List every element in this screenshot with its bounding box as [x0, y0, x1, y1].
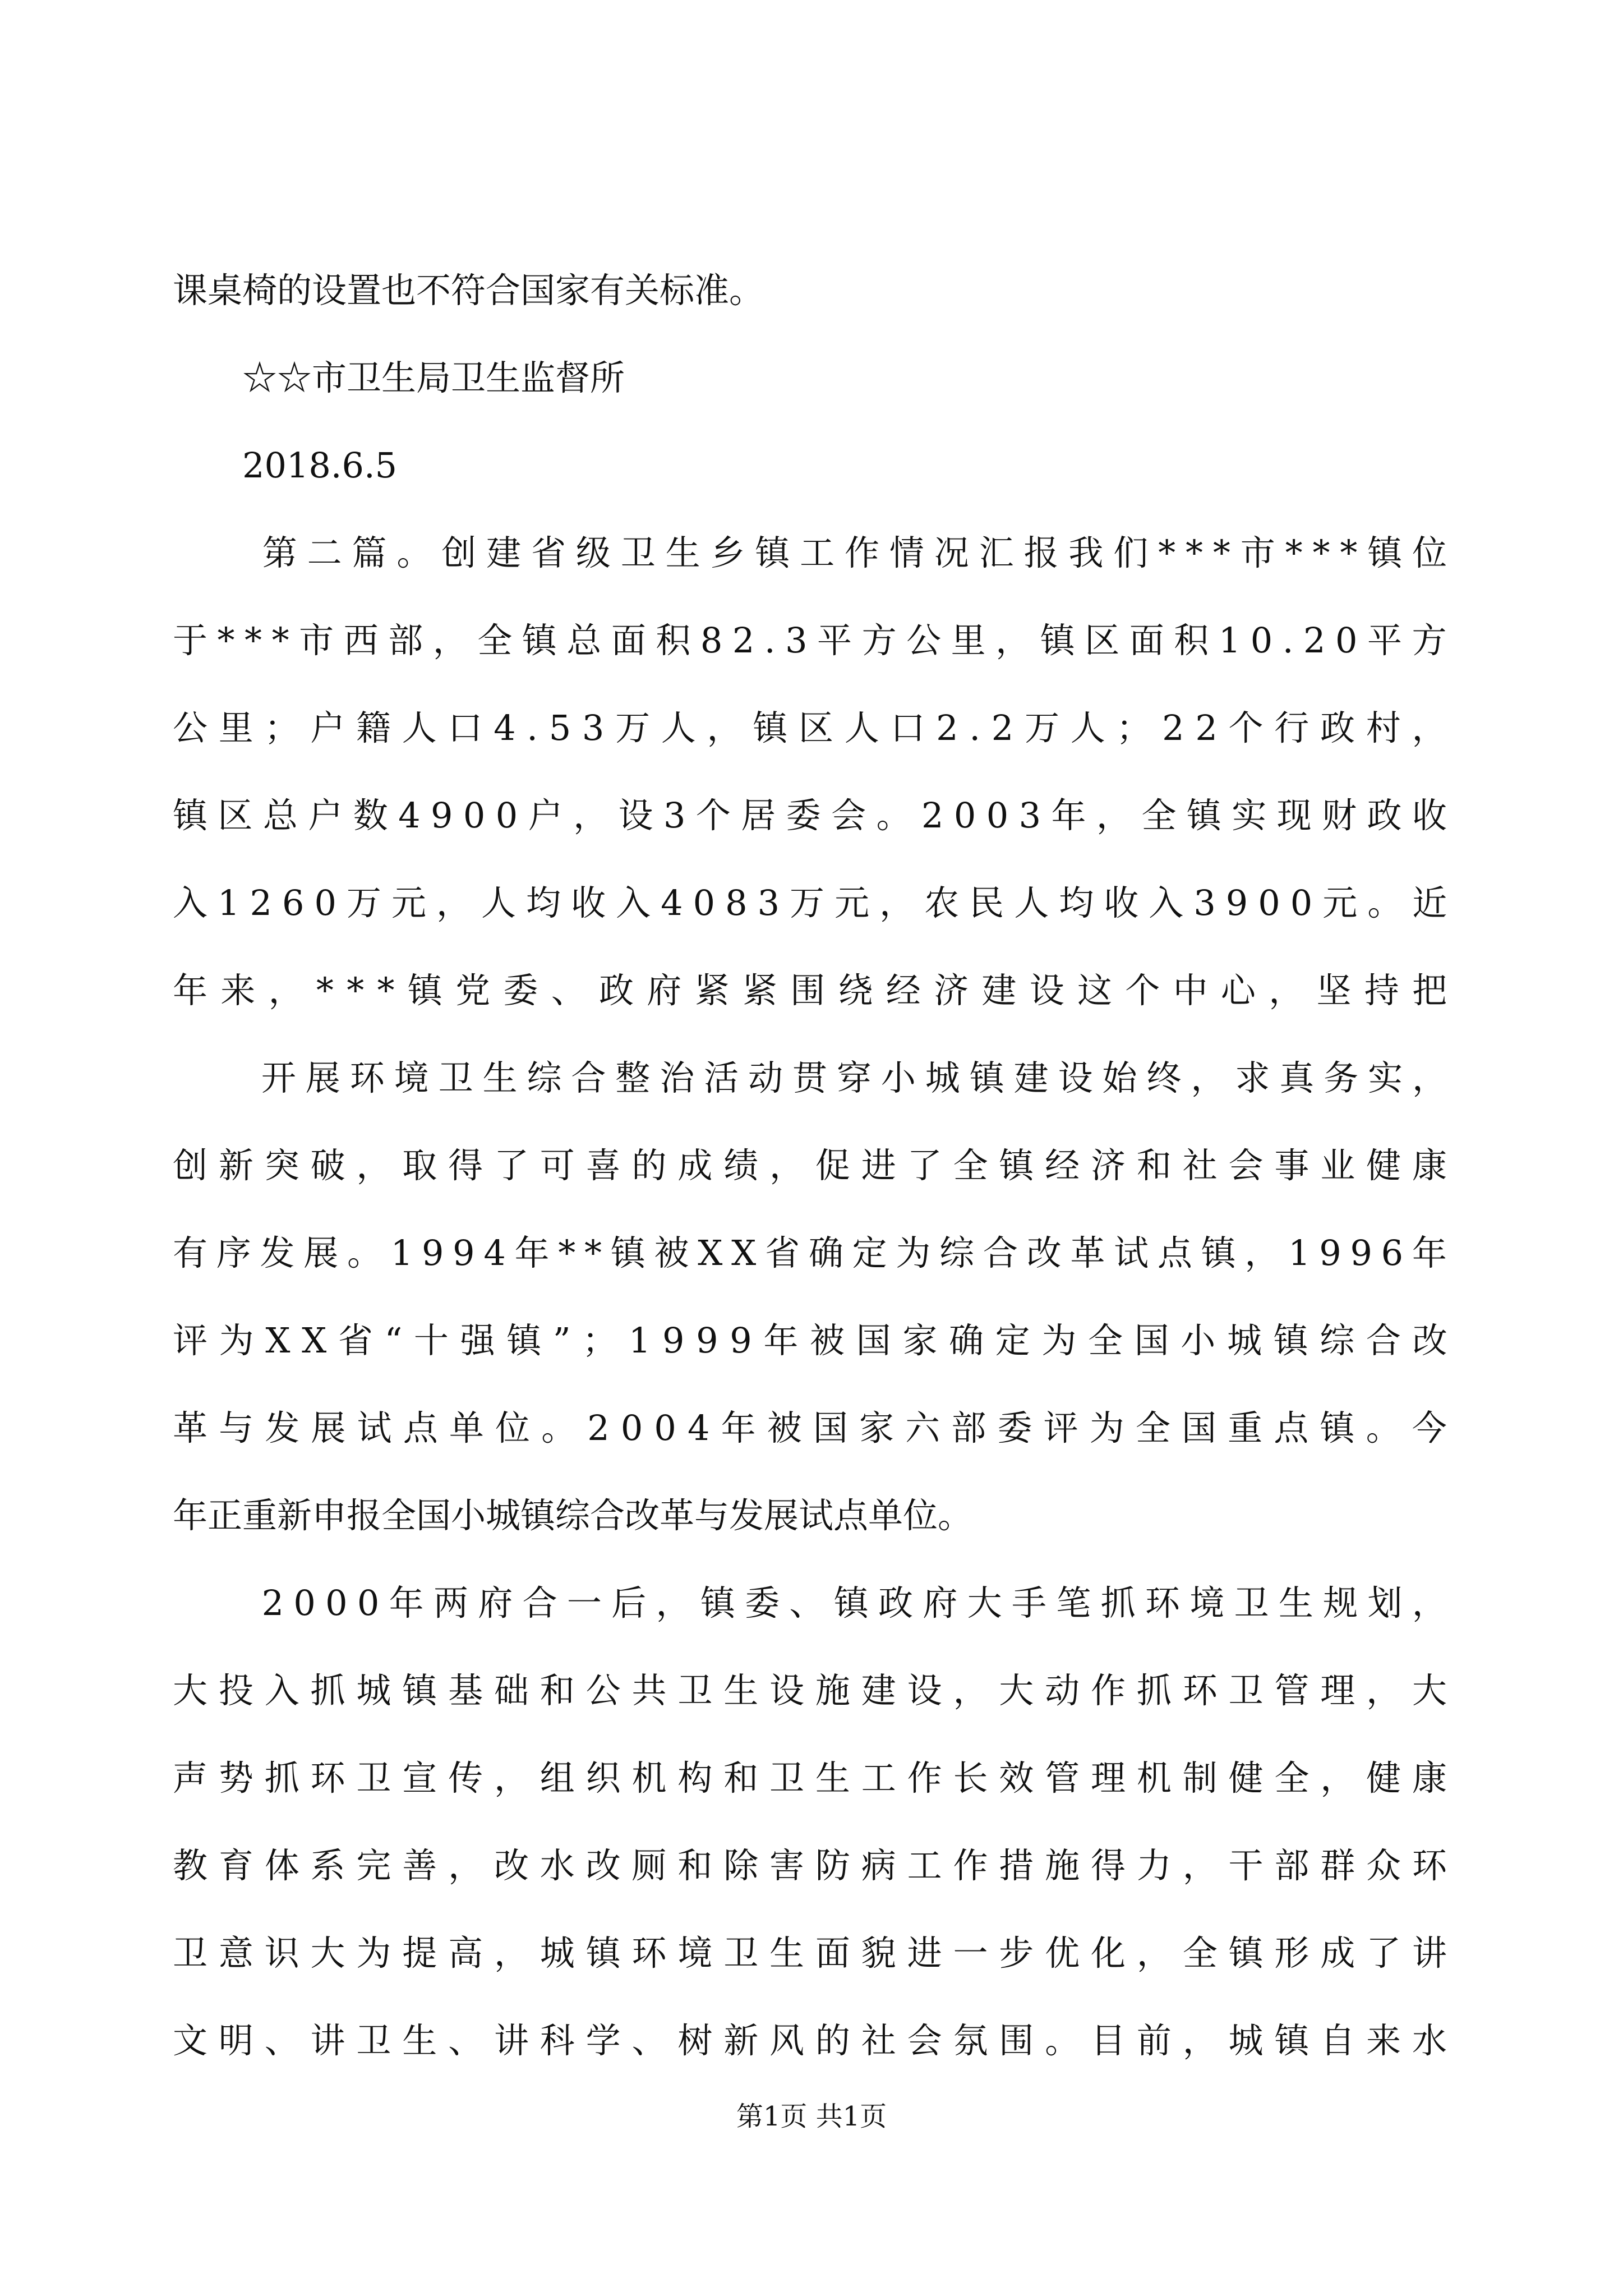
text-line: 2000年两府合一后，镇委、镇政府大手笔抓环境卫生规划， [173, 1582, 1457, 1623]
text-line: 于***市西部，全镇总面积82.3平方公里，镇区面积10.20平方 [173, 620, 1457, 661]
text-line: 课桌椅的设置也不符合国家有关标准。 [173, 270, 764, 311]
text-line: 年正重新申报全国小城镇综合改革与发展试点单位。 [173, 1495, 973, 1536]
text-line: 第二篇。创建省级卫生乡镇工作情况汇报我们***市***镇位 [173, 532, 1457, 573]
text-line: 开展环境卫生综合整治活动贯穿小城镇建设始终，求真务实， [173, 1057, 1456, 1098]
text-line: 年来，***镇党委、政府紧紧围绕经济建设这个中心，坚持把 [173, 970, 1460, 1011]
text-line: 革与发展试点单位。2004年被国家六部委评为全国重点镇。今 [173, 1407, 1458, 1448]
text-line: 公里；户籍人口4.53万人，镇区人口2.2万人；22个行政村， [173, 707, 1458, 748]
text-line: 教育体系完善，改水改厕和除害防病工作措施得力，干部群众环 [173, 1845, 1458, 1886]
text-line: 大投入抓城镇基础和公共卫生设施建设，大动作抓环卫管理，大 [173, 1670, 1458, 1711]
text-line: 2018.6.5 [173, 445, 398, 486]
page-footer: 第1页 共1页 [736, 2101, 887, 2132]
text-line: 文明、讲卫生、讲科学、树新风的社会氛围。目前，城镇自来水 [173, 2020, 1458, 2061]
text-line: 入1260万元，人均收入4083万元，农民人均收入3900元。近 [173, 882, 1458, 923]
text-line: 卫意识大为提高，城镇环境卫生面貌进一步优化，全镇形成了讲 [173, 1932, 1458, 1973]
text-line: 声势抓环卫宣传，组织机构和卫生工作长效管理机制健全，健康 [173, 1757, 1458, 1798]
text-line: 评为XX省“十强镇”；1999年被国家确定为全国小城镇综合改 [173, 1320, 1459, 1361]
text-line: 有序发展。1994年**镇被XX省确定为综合改革试点镇，1996年 [173, 1232, 1456, 1273]
text-line: 创新突破，取得了可喜的成绩，促进了全镇经济和社会事业健康 [173, 1145, 1458, 1186]
text-line: 镇区总户数4900户，设3个居委会。2003年，全镇实现财政收 [173, 795, 1458, 836]
text-line: ☆☆市卫生局卫生监督所 [173, 357, 625, 398]
